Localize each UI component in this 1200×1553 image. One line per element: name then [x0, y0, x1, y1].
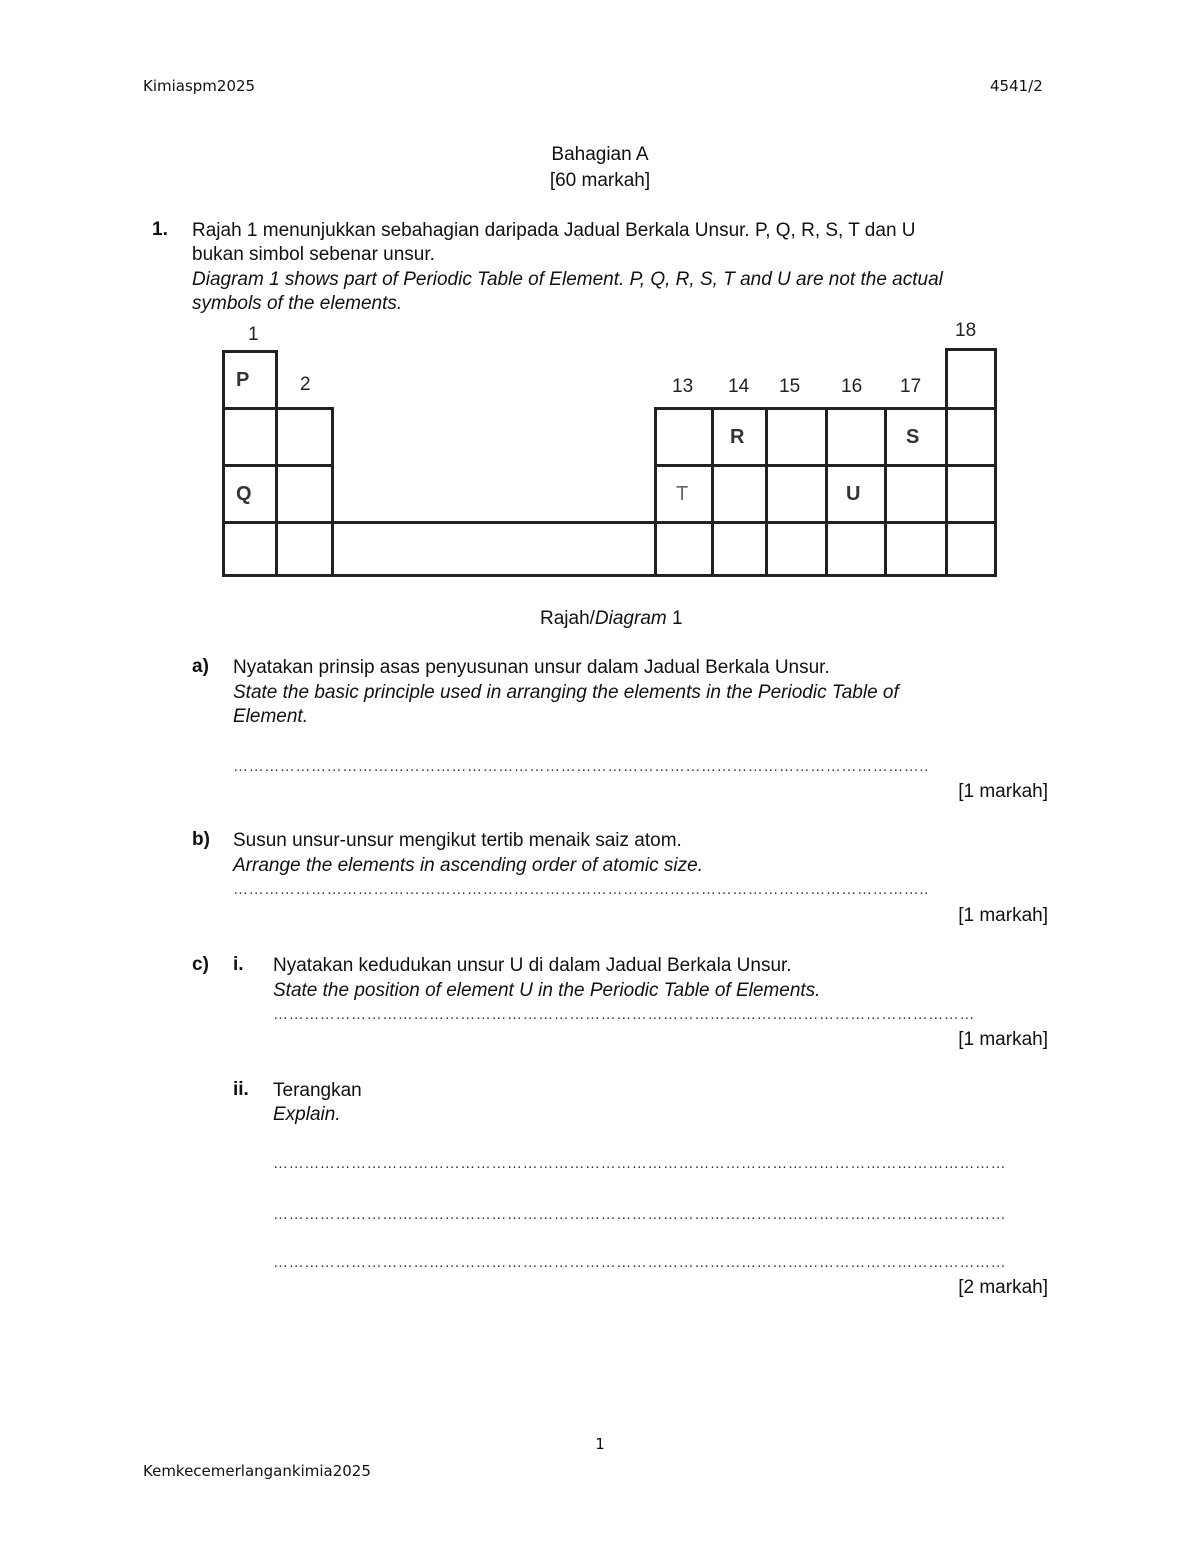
diagram-caption-ms: Rajah/ — [540, 608, 595, 629]
group-label-1: 1 — [248, 324, 259, 345]
table-cell — [222, 521, 278, 577]
table-cell — [275, 521, 334, 577]
element-q: Q — [236, 483, 252, 505]
part-a-en-2: Element. — [233, 706, 308, 727]
header-left: Kimiaspm2025 — [143, 77, 256, 95]
part-c-ii-marks: [2 markah] — [958, 1277, 1048, 1298]
table-cell — [884, 464, 948, 524]
table-cell — [711, 521, 768, 577]
question-number: 1. — [152, 219, 168, 240]
table-cell — [275, 407, 334, 467]
part-c-ii-label: ii. — [233, 1079, 249, 1100]
transition-metals-block — [331, 521, 657, 577]
question-intro-en-1: Diagram 1 shows part of Periodic Table of Element. P, Q, R, S, T and U are not the actual — [192, 269, 943, 290]
table-cell — [275, 464, 334, 524]
part-c-ii-answer-line-3: …………………………………………………………………………………………………………………………… — [273, 1254, 1007, 1271]
table-cell — [654, 521, 714, 577]
part-c-ii-en: Explain. — [273, 1104, 341, 1125]
periodic-table-diagram — [0, 0, 1200, 600]
table-cell — [765, 407, 828, 467]
part-c-ii-ms: Terangkan — [273, 1080, 362, 1101]
group-label-15: 15 — [779, 376, 801, 397]
table-cell — [884, 521, 948, 577]
part-b-marks: [1 markah] — [958, 905, 1048, 926]
group-label-13: 13 — [672, 376, 694, 397]
table-cell — [945, 407, 997, 467]
table-cell — [222, 350, 278, 410]
part-c-i-marks: [1 markah] — [958, 1029, 1048, 1050]
element-u: U — [846, 483, 861, 505]
part-c-ii-answer-line-2: …………………………………………………………………………………………………………………………… — [273, 1206, 1007, 1223]
part-a-answer-line: …………………………………………………………………………………………………………………….. — [233, 758, 929, 775]
group-label-2: 2 — [300, 374, 311, 395]
element-r: R — [730, 426, 745, 448]
part-b-en: Arrange the elements in ascending order of atomic size. — [233, 855, 703, 876]
group-label-17: 17 — [900, 376, 922, 397]
part-c-ii-answer-line-1: …………………………………………………………………………………………………………………………… — [273, 1155, 1007, 1172]
diagram-caption-num: 1 — [666, 608, 683, 629]
part-c-i-label: i. — [233, 954, 244, 975]
part-b-answer-line: …………………………………………………………………………………………………………………….. — [233, 881, 929, 898]
table-cell — [945, 348, 997, 410]
table-cell — [825, 521, 887, 577]
footer-left: Kemkecemerlangankimia2025 — [143, 1462, 371, 1480]
table-cell — [711, 464, 768, 524]
question-intro-ms-1: Rajah 1 menunjukkan sebahagian daripada Jadual Berkala Unsur. P, Q, R, S, T dan U — [192, 220, 916, 241]
group-label-16: 16 — [841, 376, 863, 397]
question-intro-en-2: symbols of the elements. — [192, 293, 403, 314]
part-b-label: b) — [192, 829, 210, 850]
part-b-ms: Susun unsur-unsur mengikut tertib menaik saiz atom. — [233, 830, 682, 851]
part-c-i-ms: Nyatakan kedudukan unsur U di dalam Jadual Berkala Unsur. — [273, 955, 792, 976]
table-cell — [222, 407, 278, 467]
table-cell — [765, 521, 828, 577]
part-c-i-en: State the position of element U in the Periodic Table of Elements. — [273, 980, 821, 1001]
group-label-14: 14 — [728, 376, 750, 397]
group-label-18: 18 — [955, 320, 977, 341]
table-cell — [765, 464, 828, 524]
question-intro-ms-2: bukan simbol sebenar unsur. — [192, 244, 435, 265]
section-marks: [60 markah] — [549, 170, 651, 191]
part-a-en-1: State the basic principle used in arranging the elements in the Periodic Table of — [233, 682, 899, 703]
element-t: T — [676, 483, 689, 505]
page-number: 1 — [595, 1435, 605, 1453]
table-cell — [945, 521, 997, 577]
part-a-marks: [1 markah] — [958, 781, 1048, 802]
header-right: 4541/2 — [990, 77, 1043, 95]
element-s: S — [906, 426, 920, 448]
diagram-caption — [540, 607, 683, 631]
part-c-i-answer-line: ……………………………………………………………………………………………………………………… — [273, 1006, 975, 1023]
part-a-label: a) — [192, 656, 209, 677]
section-title: Bahagian A — [551, 144, 649, 165]
table-cell — [945, 464, 997, 524]
part-a-ms: Nyatakan prinsip asas penyusunan unsur dalam Jadual Berkala Unsur. — [233, 657, 830, 678]
table-cell — [654, 407, 714, 467]
table-cell — [825, 407, 887, 467]
element-p: P — [236, 369, 250, 391]
part-c-label: c) — [192, 954, 209, 975]
diagram-caption-en: Diagram — [594, 608, 667, 629]
